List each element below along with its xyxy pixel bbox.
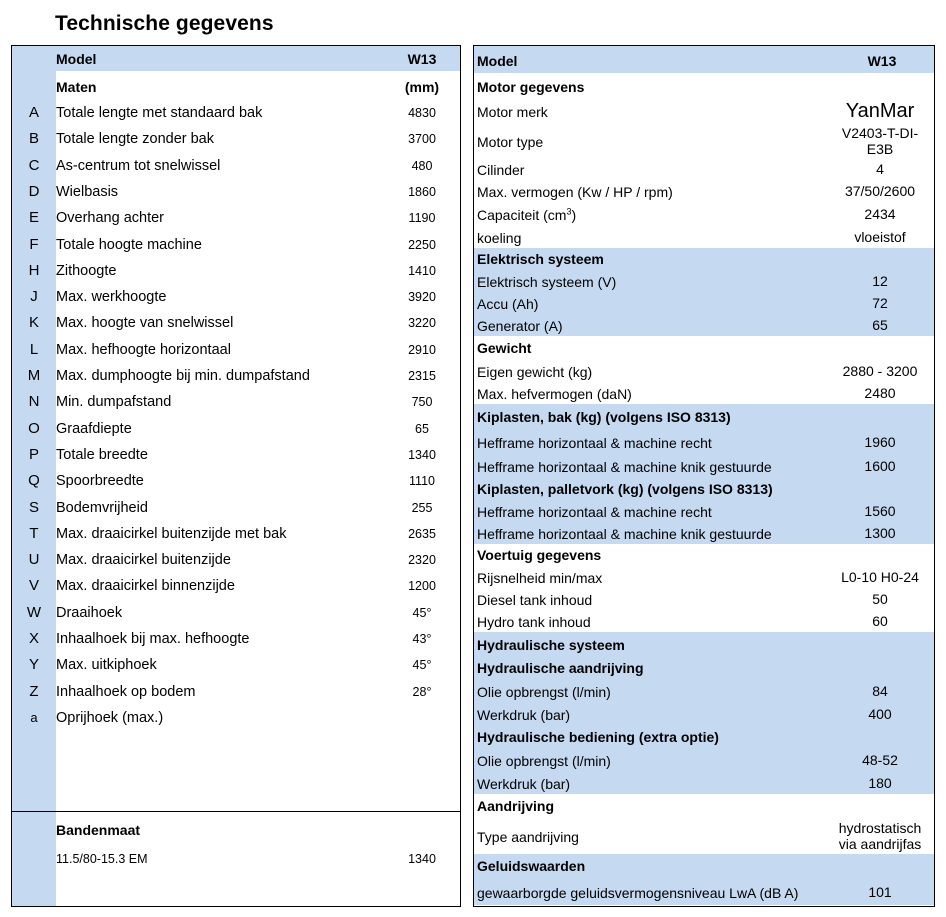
dimension-value: 2320	[408, 553, 436, 568]
dimension-row	[12, 524, 460, 546]
tires-divider	[12, 811, 460, 812]
spec-value: YanMar	[845, 100, 915, 122]
dimension-row	[12, 392, 460, 414]
spec-row	[474, 124, 934, 158]
spec-row	[474, 98, 934, 124]
spec-section-header	[474, 336, 934, 360]
page-title: Technische gegevens	[55, 12, 274, 35]
spec-row	[474, 314, 934, 336]
right-header-row	[474, 46, 934, 73]
spec-label: Hefframe horizontaal & machine recht	[477, 504, 712, 520]
dimension-row	[12, 445, 460, 467]
dimension-value: 750	[411, 395, 433, 410]
dimension-label: Totale breedte	[56, 446, 148, 463]
spec-section-header	[474, 657, 934, 679]
dimension-letter: O	[28, 419, 40, 437]
dimension-value: 480	[411, 158, 433, 173]
spec-row	[474, 382, 934, 404]
dimension-label: Wielbasis	[56, 183, 119, 200]
dimension-value: 43°	[412, 632, 432, 646]
dimension-letter: H	[28, 261, 40, 279]
spec-label: Rijsnelheid min/max	[477, 570, 603, 586]
spec-section-header	[474, 632, 934, 657]
dimension-value: 255	[411, 500, 433, 515]
dimension-row	[12, 603, 460, 625]
dimension-label: Zithoogte	[56, 262, 117, 279]
dimension-value: 1860	[408, 184, 436, 199]
dimensions-subheader-row	[12, 76, 460, 98]
dimension-letter: A	[28, 104, 39, 121]
spec-row	[474, 226, 934, 248]
spec-label: Max. hefvermogen (daN)	[477, 386, 632, 402]
spec-label: Werkdruk (bar)	[477, 707, 571, 723]
dimension-label: Totale hoogte machine	[56, 236, 202, 253]
dimension-value: 1200	[408, 579, 436, 594]
dimension-value: 1410	[408, 263, 436, 278]
dimensions-unit: (mm)	[404, 79, 440, 95]
spec-label: Hydro tank inhoud	[477, 614, 591, 630]
spec-section-title: Hydraulische systeem	[477, 636, 625, 653]
dimension-letter: M	[27, 367, 41, 384]
dimensions-label: Maten	[56, 79, 97, 95]
dimension-value: 28°	[412, 684, 432, 699]
dimension-value: 2910	[408, 342, 436, 357]
spec-row	[474, 270, 934, 292]
spec-section-header	[474, 544, 934, 566]
spec-row	[474, 158, 934, 180]
dimension-value: 3700	[408, 132, 436, 147]
dimension-label: Inhaalhoek op bodem	[56, 683, 196, 700]
spec-value: 65	[872, 317, 888, 333]
spec-row	[474, 360, 934, 382]
dimension-value: 65	[415, 421, 429, 436]
spec-label: Type aandrijving	[477, 829, 579, 845]
spec-value: 48-52	[862, 752, 898, 768]
dimension-label: Bodemvrijheid	[56, 499, 148, 516]
dimension-row	[12, 129, 460, 151]
dimension-label: Max. werkhoogte	[56, 289, 167, 306]
tires-value: 1340	[408, 852, 436, 866]
spec-row	[474, 703, 934, 725]
spec-section-title: Kiplasten, bak (kg) (volgens ISO 8313)	[477, 408, 731, 425]
spec-value: 50	[872, 591, 888, 607]
dimension-letter: X	[28, 630, 39, 647]
dimension-letter: W	[26, 603, 42, 621]
spec-section-header	[474, 854, 934, 878]
tires-header-row	[12, 818, 460, 842]
dimension-letter: U	[28, 551, 40, 569]
dimension-label: As-centrum tot snelwissel	[56, 157, 221, 174]
spec-section-title: Gewicht	[477, 340, 532, 356]
spec-value: 2480	[864, 385, 896, 401]
dimensions-table	[11, 45, 461, 907]
spec-label: Max. vermogen (Kw / HP / rpm)	[477, 184, 673, 200]
spec-row	[474, 500, 934, 522]
dimension-letter: V	[28, 577, 39, 595]
dimension-row	[12, 208, 460, 230]
spec-value: 4	[876, 161, 884, 177]
dimension-row	[12, 235, 460, 257]
left-header-row	[12, 46, 460, 71]
dimension-letter: C	[28, 156, 40, 174]
spec-section-title: Elektrisch systeem	[477, 251, 604, 267]
dimension-row	[12, 655, 460, 677]
spec-label: Hefframe horizontaal & machine recht	[477, 434, 712, 451]
spec-row	[474, 878, 934, 905]
dimension-letter: B	[28, 130, 39, 148]
dimension-row	[12, 576, 460, 598]
spec-section-header	[474, 725, 934, 749]
spec-label: Elektrisch systeem (V)	[477, 274, 617, 290]
dimension-label: Max. draaicirkel binnenzijde	[56, 578, 235, 595]
dimension-letter: D	[28, 182, 40, 200]
spec-value: 12	[872, 273, 888, 289]
spec-label: Werkdruk (bar)	[477, 775, 571, 792]
spec-section-title: Kiplasten, palletvork (kg) (volgens ISO 8313)	[477, 481, 773, 497]
tires-label: Bandenmaat	[56, 822, 141, 838]
dimension-label: Spoorbreedte	[56, 473, 144, 490]
spec-value: 400	[868, 706, 892, 722]
spec-row	[474, 679, 934, 703]
spec-row	[474, 588, 934, 610]
spec-section-title: Aandrijving	[477, 798, 555, 814]
dimension-label: Overhang achter	[56, 210, 165, 227]
spec-section-header	[474, 248, 934, 270]
left-model-value: W13	[407, 51, 437, 67]
dimension-letter: Z	[29, 682, 39, 700]
dimension-row	[12, 419, 460, 441]
dimension-row	[12, 682, 460, 704]
spec-label: Motor merk	[477, 104, 548, 120]
spec-section-header	[474, 478, 934, 500]
spec-label: Generator (A)	[477, 318, 563, 334]
dimension-label: Min. dumpafstand	[56, 394, 172, 411]
dimension-value: 2635	[408, 526, 436, 541]
dimension-row	[12, 182, 460, 204]
spec-value: 72	[872, 295, 888, 311]
spec-label: Capaciteit $(cm^3)$	[477, 206, 577, 223]
dimension-letter: P	[28, 445, 39, 463]
spec-section-title: Hydraulische aandrijving	[477, 660, 644, 676]
spec-row	[474, 202, 934, 226]
dimension-label: Totale lengte zonder bak	[56, 131, 214, 148]
dimension-value: 1190	[408, 211, 436, 226]
spec-section-header	[474, 76, 934, 98]
dimension-letter: E	[28, 209, 39, 227]
dimension-letter: L	[29, 340, 39, 358]
spec-label: Cilinder	[477, 162, 525, 178]
dimension-value: 45°	[412, 658, 432, 673]
spec-section-header	[474, 794, 934, 818]
dimension-label: Max. dumphoogte bij min. dumpafstand	[56, 368, 310, 384]
dimension-row	[12, 313, 460, 335]
spec-row	[474, 180, 934, 202]
dimension-letter: a	[30, 709, 38, 725]
dimension-label: Inhaalhoek bij max. hefhoogte	[56, 631, 250, 647]
dimension-row	[12, 471, 460, 493]
left-model-label: Model	[56, 51, 97, 67]
spec-value: 1300	[864, 525, 896, 541]
dimension-letter: F	[29, 235, 39, 253]
dimension-value: 3920	[408, 290, 436, 305]
spec-label: Motor type	[477, 134, 544, 150]
dimension-value: 45°	[412, 605, 432, 620]
dimension-row	[12, 156, 460, 178]
dimension-row	[12, 550, 460, 572]
dimension-label: Max. hoogte van snelwissel	[56, 315, 234, 332]
dimension-letter: Y	[28, 656, 39, 674]
dimension-row	[12, 103, 460, 125]
right-model-value: W13	[867, 53, 897, 69]
spec-value: vloeistof	[854, 229, 906, 245]
dimension-value: 2315	[408, 369, 436, 383]
spec-label: Olie opbrengst (l/min)	[477, 753, 611, 769]
spec-value: 37/50/2600	[844, 183, 916, 199]
dimension-label: Max. hefhoogte horizontaal	[56, 341, 231, 358]
dimension-value: 3220	[408, 316, 436, 331]
spec-row	[474, 610, 934, 632]
spec-section-title: Voertuig gegevens	[477, 547, 602, 563]
spec-row	[474, 292, 934, 314]
dimension-row	[12, 629, 460, 651]
dimension-letter: S	[28, 498, 39, 516]
dimension-letter: T	[29, 524, 39, 542]
spec-label: Eigen gewicht (kg)	[477, 364, 593, 380]
spec-value: L0-10 H0-24	[841, 569, 919, 585]
dimension-letter: N	[28, 393, 40, 411]
spec-label: koeling	[477, 230, 522, 246]
spec-value: 180	[868, 774, 892, 791]
spec-row	[474, 818, 934, 854]
spec-label: Diesel tank inhoud	[477, 592, 593, 608]
spec-section-header	[474, 404, 934, 429]
spec-value: V2403-T-DI- E3B	[841, 125, 919, 157]
dimension-row	[12, 366, 460, 388]
dimension-row	[12, 340, 460, 362]
dimension-row	[12, 708, 460, 730]
spec-value: hydrostatisch via aandrijfas	[838, 820, 922, 852]
dimension-label: Oprijhoek (max.)	[56, 709, 164, 726]
specifications-table	[473, 45, 935, 907]
spec-value: 101	[868, 883, 892, 900]
spec-value: 84	[872, 683, 888, 699]
dimension-label: Totale lengte met standaard bak	[56, 105, 263, 121]
dimension-value: 1340	[408, 447, 436, 462]
dimension-label: Max. draaicirkel buitenzijde met bak	[56, 525, 287, 542]
dimension-value: 4830	[408, 106, 436, 120]
dimension-row	[12, 498, 460, 520]
dimension-label: Graafdiepte	[56, 420, 132, 437]
right-model-label: Model	[477, 53, 518, 69]
spec-row	[474, 429, 934, 454]
dimension-letter: K	[28, 314, 39, 332]
spec-value: 1960	[864, 433, 896, 450]
spec-label: Olie opbrengst (l/min)	[477, 684, 611, 700]
dimension-label: Max. uitkiphoek	[56, 657, 157, 674]
spec-value: 1560	[864, 503, 896, 519]
spec-value: 60	[872, 613, 888, 629]
spec-row	[474, 771, 934, 794]
spec-section-title: Motor gegevens	[477, 79, 585, 95]
spec-label: Accu (Ah)	[477, 296, 539, 312]
spec-row	[474, 522, 934, 544]
dimension-value: 1110	[409, 474, 435, 489]
dimension-row	[12, 261, 460, 283]
spec-label: gewaarborgde geluidsvermogensniveau LwA (dB A)	[477, 884, 799, 901]
spec-label: Hefframe horizontaal & machine knik gestuurde	[477, 459, 772, 475]
spec-row	[474, 454, 934, 478]
dimension-label: Max. draaicirkel buitenzijde	[56, 552, 231, 569]
dimension-value: 2250	[408, 237, 436, 252]
spec-row	[474, 566, 934, 588]
spec-value: 2434	[864, 206, 896, 222]
tires-row	[12, 848, 460, 870]
spec-section-title: Hydraulische bediening (extra optie)	[477, 729, 719, 745]
dimension-label: Draaihoek	[56, 604, 123, 621]
spec-value: 2880 - 3200	[842, 363, 918, 379]
spec-value: 1600	[864, 458, 896, 474]
spec-section-title: Geluidswaarden	[477, 858, 586, 874]
dimension-letter: J	[30, 288, 38, 306]
spec-label: Hefframe horizontaal & machine knik gestuurde	[477, 526, 772, 542]
dimension-row	[12, 287, 460, 309]
spec-row	[474, 749, 934, 771]
dimension-letter: Q	[28, 472, 40, 490]
tires-size: 11.5/80-15.3 EM	[56, 852, 148, 866]
